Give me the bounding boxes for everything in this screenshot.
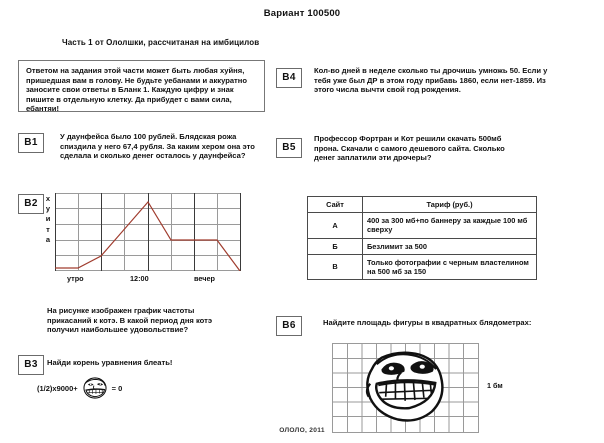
table-header-tariff: Тариф (руб.) (363, 197, 537, 213)
x-tick-label-2: вечер (194, 274, 216, 283)
footer-text: ОЛОЛО, 2011 (279, 427, 325, 434)
troll-face-icon (80, 376, 110, 400)
b3-equation (37, 376, 122, 400)
y-axis-char-3: и (45, 214, 51, 224)
chart-vertical-gridlines-major (56, 193, 241, 271)
task-text-b1: У даунфейса было 100 рублей. Блядская рожа спиздила у него 67,4 рубля. За каким хером она это сделала и сколько денег осталось у даунфейса? (60, 132, 255, 161)
table-cell-tariff-a: 400 за 300 мб+по баннеру за каждые 100 мб сверху (363, 213, 537, 238)
chart-svg (55, 193, 241, 271)
table-cell-tariff-v: Только фотографии с черным властелином на 500 мб за 150 (363, 254, 537, 279)
chart-data-line (55, 202, 240, 271)
y-axis-char-1: х (45, 194, 51, 203)
table-cell-site-a: А (308, 213, 363, 238)
x-tick-label-1: 12:00 (130, 274, 149, 283)
chart-y-axis-label (43, 194, 53, 245)
table-row (308, 254, 537, 279)
instruction-text: Ответом на задания этой части может быть любая хуйня, пришедшая вам в голову. Не будьте уебанами и аккуратно заносите свои ответы в Бланк 1. Каждую цифру и знак пишите в отдельную клетку. Да прибудет с вами сила, ебантяи! (26, 66, 247, 114)
task-number-b2: B2 (18, 194, 44, 214)
tariff-table (307, 196, 537, 280)
equation-left-operand: (1/2)x9000+ (37, 383, 78, 393)
task-number-b3: B3 (18, 355, 44, 375)
table-cell-site-b: Б (308, 238, 363, 254)
table-cell-tariff-b: Безлимит за 500 (363, 238, 537, 254)
table-row (308, 238, 537, 254)
y-axis-char-5: а (45, 234, 51, 244)
troll-face-icon (357, 348, 455, 426)
equation-right-side: = 0 (111, 383, 123, 393)
b2-line-chart (55, 193, 241, 271)
grid-unit-label: 1 бм (487, 381, 503, 390)
table-header-site: Сайт (308, 197, 363, 213)
table-row (308, 213, 537, 238)
task-text-b5: Профессор Фортран и Кот решили скачать 500мб прона. Скачали с самого дешевого сайта. Сколько денег заплатили эти дрочеры? (314, 134, 505, 163)
task-text-b2: На рисунке изображен график частоты прикасаний к котэ. В какой период дня котэ получил наибольшее удовольствие? (47, 306, 213, 335)
task-text-b3: Найди корень уравнения блеать! (47, 358, 173, 367)
task-number-b1: B1 (18, 133, 44, 153)
chart-x-axis-labels (55, 274, 245, 286)
part-title: Часть 1 от Ололшки, рассчитаная на имбицилов (62, 38, 260, 47)
task-number-b6: B6 (276, 316, 302, 336)
task-number-b5: B5 (276, 138, 302, 158)
instruction-box (18, 60, 265, 112)
x-tick-label-0: утро (67, 274, 84, 283)
table-cell-site-v: В (308, 254, 363, 279)
task-text-b6: Найдите площадь фигуры в квадратных блядометрах: (323, 318, 532, 327)
y-axis-char-4: т (46, 224, 50, 234)
table-header-row (308, 197, 537, 213)
variant-title: Вариант 100500 (263, 8, 341, 19)
task-text-b4: Кол-во дней в неделе сколько ты дрочишь умножь 50. Если у тебя уже был ДР в этом году прибавь 1860, если нет-1859. Из этого числа вычти свой год рождения. (314, 66, 548, 95)
y-axis-char-2: у (45, 204, 51, 214)
task-number-b4: B4 (276, 68, 302, 88)
